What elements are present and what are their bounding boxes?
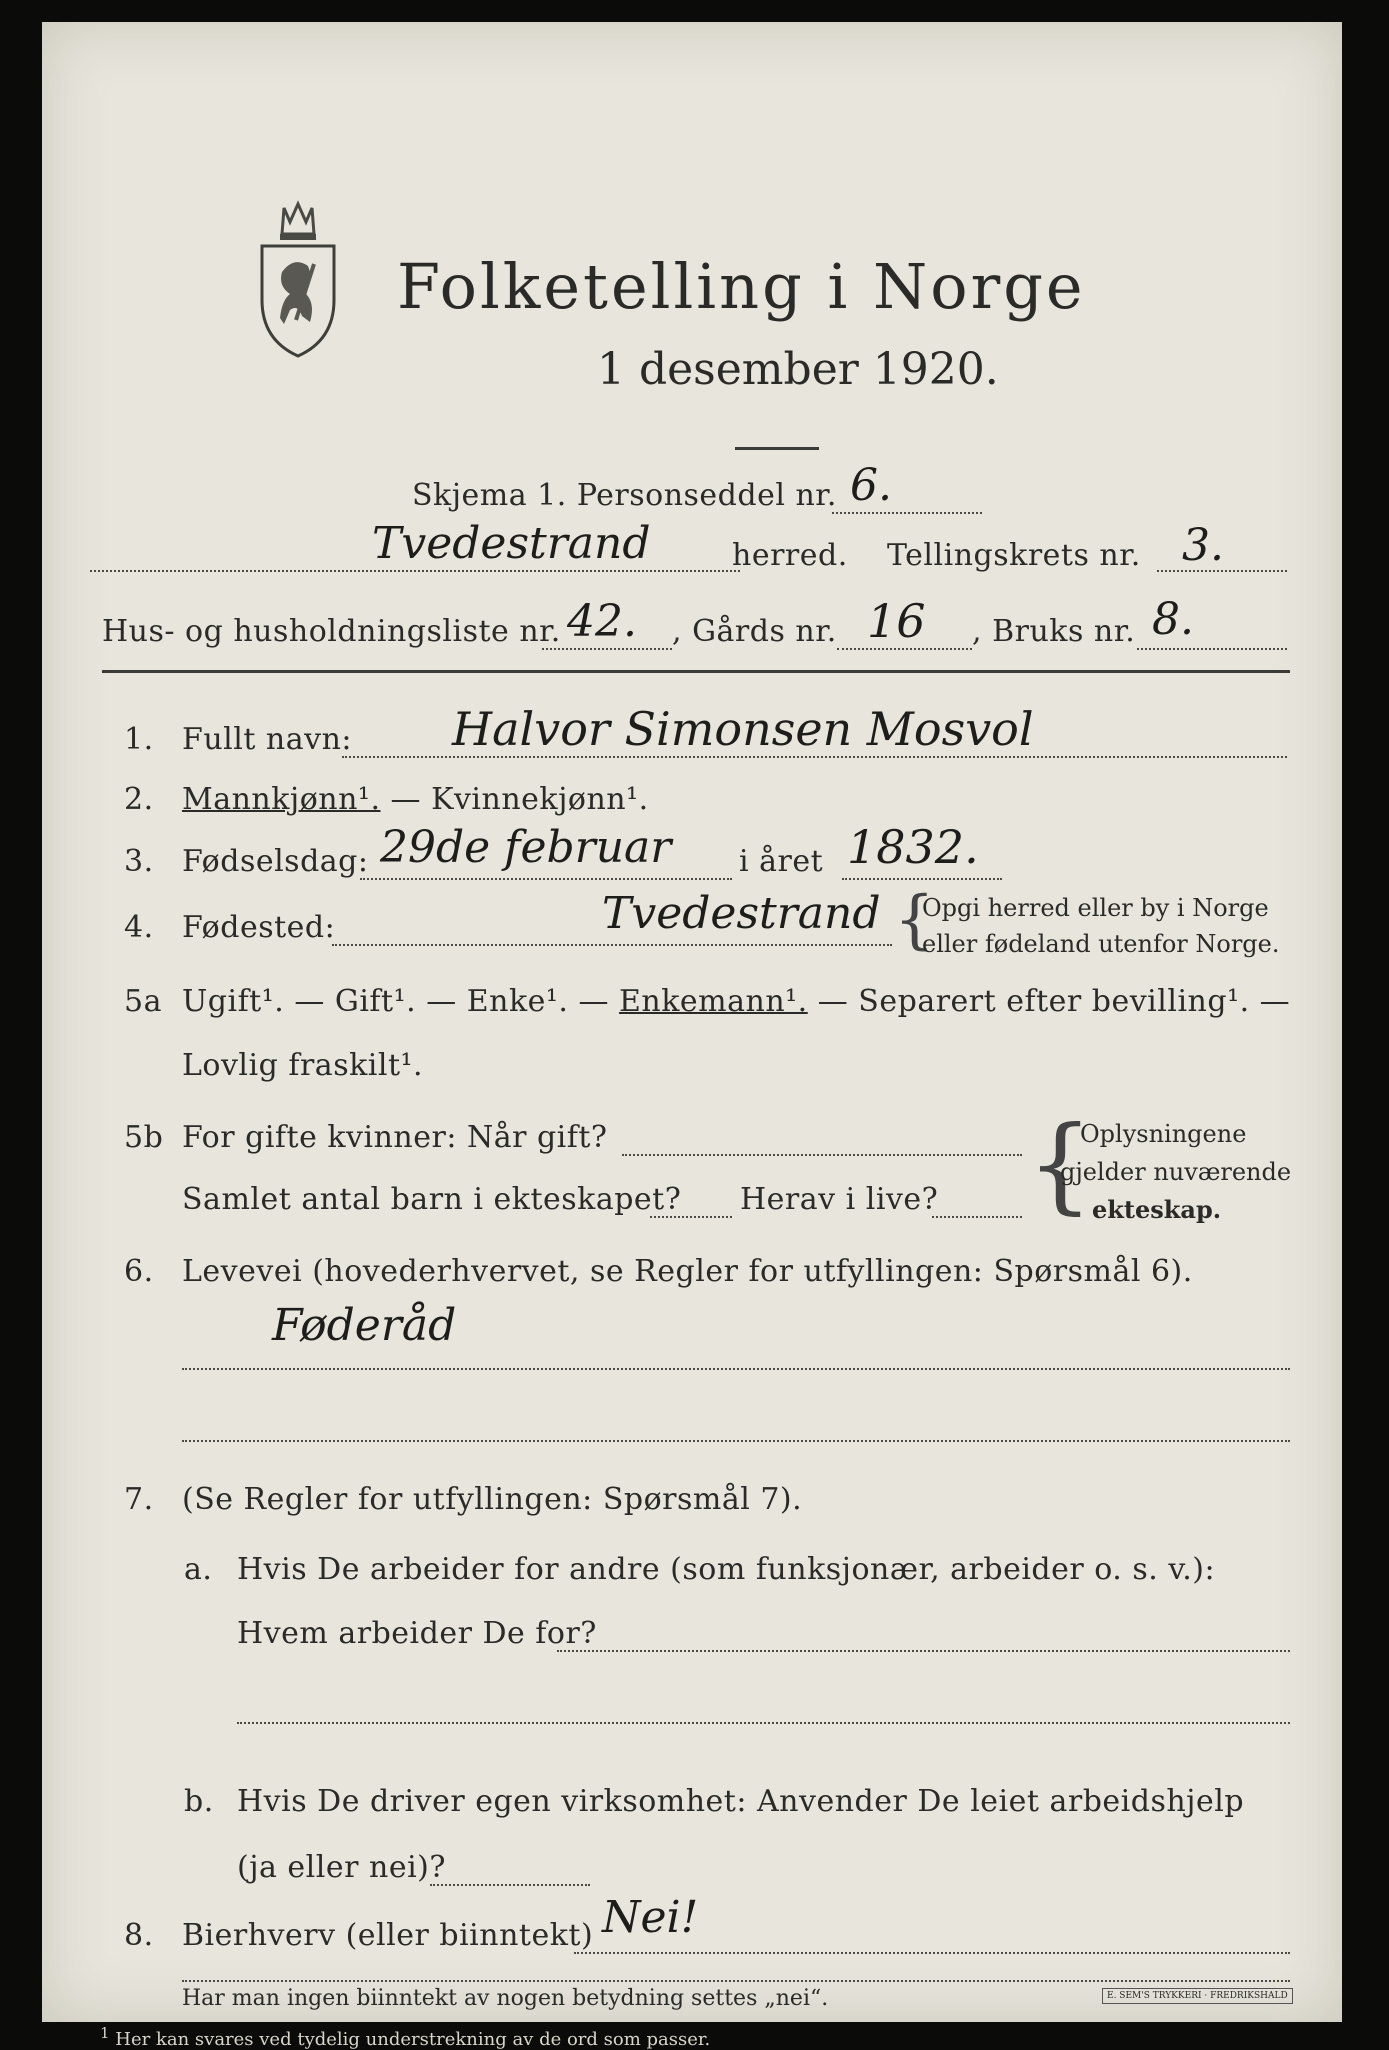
q4-brace: { [894,883,935,957]
q3-number: 3. [124,844,154,879]
gards-line [837,648,972,650]
q2-number: 2. [124,782,154,817]
q5a-line2: Lovlig fraskilt¹. [182,1048,424,1083]
q8-line [574,1952,1290,1954]
q7a-question: Hvem arbeider De for? [237,1616,597,1651]
herred-label: herred. [732,538,848,573]
q5b-note-line1: Oplysningene [1080,1120,1247,1148]
q7-label: (Se Regler for utfyllingen: Spørsmål 7). [182,1482,803,1517]
q7b-line [430,1884,590,1886]
q8-number: 8. [124,1918,154,1953]
form-title: Folketelling i Norge [397,250,1086,323]
norwegian-lion-coat-of-arms-icon [254,200,342,360]
q4-note-line2: eller fødeland utenfor Norge. [922,930,1280,958]
footer-note: Har man ingen biinntekt av nogen betydning settes „nei“. [182,1986,829,2011]
q2-male-selected: Mannkjønn¹. [182,782,381,817]
header-divider [102,670,1290,673]
q6-number: 6. [124,1254,154,1289]
q5a-before: Ugift¹. — Gift¹. — Enke¹. — [182,984,620,1019]
q6-label: Levevei (hovederhvervet, se Regler for utfyllingen: Spørsmål 6). [182,1254,1193,1289]
q4-line [332,944,892,946]
q7b-text: Hvis De driver egen virksomhet: Anvender De leiet arbeidshjelp [237,1784,1245,1819]
q7-number: 7. [124,1482,154,1517]
tellingskrets-label: Tellingskrets nr. [887,538,1141,573]
q1-line [342,756,1287,758]
q4-label: Fødested: [182,910,336,945]
liste-line [542,648,672,650]
footnote-mark: 1 [100,2024,110,2042]
q5b-children-line [650,1216,732,1218]
q1-number: 1. [124,722,154,757]
q3-year-line [842,878,1002,880]
q5b-brace: { [1027,1103,1094,1225]
q5b-line2b: Herav i live? [740,1182,939,1217]
q5a-options [182,984,1290,1019]
q5b-note-line3: ekteskap. [1092,1195,1222,1224]
q7a-letter: a. [184,1552,213,1587]
liste-label: Hus- og husholdningsliste nr. [102,614,561,649]
q7b-letter: b. [184,1784,214,1819]
q3-label: Fødselsdag: [182,844,369,879]
q6-occupation-value: Føderåd [272,1300,457,1351]
q3-day-line [360,878,732,880]
q5b-number: 5b [124,1120,164,1155]
q4-number: 4. [124,910,154,945]
schema-label: Skjema 1. Personseddel nr. [412,478,837,513]
bruks-label: , Bruks nr. [972,614,1136,649]
q5a-selected: Enkemann¹. [619,984,808,1019]
q7a-line2 [237,1722,1290,1724]
q1-label: Fullt navn: [182,722,353,757]
q8-value: Nei! [602,1892,699,1943]
footnote [100,2024,710,2050]
person-nr-line [832,512,982,514]
q6-line2 [182,1440,1290,1442]
q2-female-option: — Kvinnekjønn¹. [380,782,649,817]
q8-line2 [182,1980,1290,1982]
herred-value: Tvedestrand [372,518,651,569]
q5b-line1: For gifte kvinner: Når gift? [182,1120,608,1155]
person-nr-value: 6. [850,460,892,511]
herred-line [90,570,740,572]
q5a-number: 5a [124,984,162,1019]
gards-value: 16 [867,594,926,648]
q7b-question: (ja eller nei)? [237,1850,446,1885]
liste-value: 42. [567,596,637,647]
gards-label: , Gårds nr. [672,614,837,649]
q8-label: Bierhverv (eller biinntekt) [182,1918,594,1953]
q2-options [182,782,649,817]
q5b-line2a: Samlet antal barn i ekteskapet? [182,1182,682,1217]
q1-name-value: Halvor Simonsen Mosvol [452,702,1034,756]
footnote-text: Her kan svares ved tydelig understrekning av de ord som passer. [115,2029,711,2050]
title-divider [735,447,819,450]
census-date: 1 desember 1920. [597,344,999,395]
q3-day-value: 29de februar [380,822,672,873]
q4-place-value: Tvedestrand [602,888,881,939]
q3-year-label: i året [739,844,824,879]
q5b-alive-line [932,1216,1022,1218]
q7a-text: Hvis De arbeider for andre (som funksjonær, arbeider o. s. v.): [237,1552,1216,1587]
q5b-married-line [622,1154,1022,1156]
q4-note-line1: Opgi herred eller by i Norge [922,894,1269,922]
bruks-value: 8. [1152,594,1194,645]
q5a-after: — Separert efter bevilling¹. — [807,984,1291,1019]
printer-stamp: E. SEM'S TRYKKERI · FREDRIKSHALD [1102,1988,1293,2004]
q5b-note-line2: gjelder nuværende [1060,1158,1292,1186]
bruks-line [1137,648,1287,650]
q7a-line1 [557,1650,1290,1652]
q6-line1 [182,1368,1290,1370]
tellingskrets-value: 3. [1182,520,1224,571]
q3-year-value: 1832. [847,820,979,874]
census-form-page [42,22,1342,2022]
